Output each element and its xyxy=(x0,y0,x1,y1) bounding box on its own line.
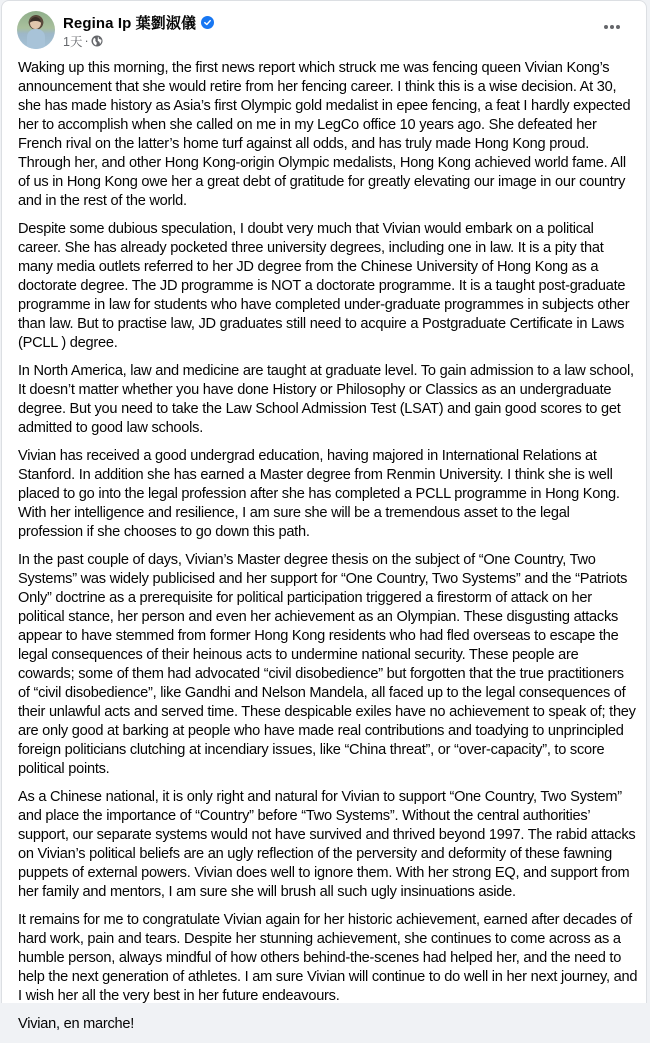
post-paragraph: As a Chinese national, it is only right and natural for Vivian to support “One Country, Two System” and place the importance of “Country” before “Two Systems”. Without the central authorities’ support, our separate systems would not have survived and thrived beyond 1997. The rabid attacks on Vivian’s political beliefs are an ugly reflection of the perversity and deformity of these fawning puppets of external powers. Vivian does well to ignore them. With her strong EQ, and support from her family and mentors, I am sure she will brush all such ugly insinuations aside. xyxy=(18,789,636,900)
meta-separator: · xyxy=(84,34,89,48)
author-avatar[interactable] xyxy=(17,11,55,49)
post-paragraph: Despite some dubious speculation, I doubt very much that Vivian would embark on a political career. She has already pocketed three university degrees, including one in law. It is a pity that many media outlets referred to her JD degree from the Chinese University of Hong Kong as a doctorate degree. The JD programme is NOT a doctorate programme. It is a taught post-graduate programme in law for students who have completed under-graduate programmes in subjects other than law. But to practise law, JD graduates still need to acquire a Postgraduate Certificate in Laws (PCLL ) degree. xyxy=(18,221,630,351)
more-options-button[interactable] xyxy=(598,17,626,37)
post-paragraph: Vivian, en marche! xyxy=(18,1016,135,1032)
avatar-figure-head xyxy=(30,17,41,29)
author-name[interactable]: Regina Ip 葉劉淑儀 xyxy=(63,15,197,32)
post-paragraph: It remains for me to congratulate Vivian again for her historic achievement, earned after decades of hard work, pain and tears. Despite her stunning achievement, she continues to come across as a humble person, always mindful of how others behind-the-scenes had helped her, and the need to help the next generation of athletes. I am sure Vivian will continue to do well in her next journey, and I wish her all the very best in her future endeavours. xyxy=(18,912,638,1004)
post-meta xyxy=(63,32,103,50)
more-horizontal-icon xyxy=(604,25,608,29)
globe-icon[interactable] xyxy=(91,35,103,47)
post-paragraph: In the past couple of days, Vivian’s Master degree thesis on the subject of “One Country, Two Systems” was widely publicised and her support for “One Country, Two Systems” and the “Patriots Only” doctrine as a prerequisite for political participation triggered a firestorm of attack on her political stance, her person and even her achievement as an Olympian. These disgusting attacks appear to have stemmed from former Hong Kong residents who had fled overseas to escape the legal consequences of their heinous acts to undermine national security. These people are cowards; some of them had advocated “civil disobedience” but forgotten that the true practitioners of “civil disobedience”, like Gandhi and Nelson Mandela, all faced up to the legal consequences of their unlawful acts and served time. These despicable exiles have no achievement to speak of; they are only good at barking at people who have made real contributions and toadying to unprincipled foreign politicians clutching at incendiary issues, like “China threat”, or “over-capacity”, to score political points. xyxy=(18,552,636,777)
post-card xyxy=(1,0,647,1032)
more-horizontal-icon-dot xyxy=(616,25,620,29)
post-timestamp[interactable]: 1天 xyxy=(63,35,83,49)
post-header xyxy=(2,1,646,53)
checkmark-icon xyxy=(203,18,212,27)
post-paragraph: In North America, law and medicine are taught at graduate level. To gain admission to a law school, It doesn’t matter whether you have done History or Philosophy or Classics as an undergraduate degree. But you need to take the Law School Admission Test (LSAT) and gain good scores to get admitted to good law schools. xyxy=(18,363,634,436)
post-body xyxy=(18,59,638,1043)
verified-badge-icon xyxy=(201,16,214,29)
more-horizontal-icon-dot xyxy=(610,25,614,29)
avatar-figure-body xyxy=(27,29,45,49)
post-paragraph: Waking up this morning, the first news report which struck me was fencing queen Vivian Kong’s announcement that she would retire from her fencing career. I think this is a wise decision. At 30, she has made history as Asia’s first Olympic gold medalist in epee fencing, a feat I hardly expected her to accomplish when she called on me in my LegCo office 10 years ago. She defeated her French rival on the latter’s home turf against all odds, and has truly made Hong Kong proud. Through her, and other Hong Kong-origin Olympic medalists, Hong Kong achieved world fame. All of us in Hong Kong owe her a great debt of gratitude for greatly elevating our image in our country and in the rest of the world. xyxy=(18,60,631,209)
author-line xyxy=(63,12,214,33)
post-paragraph: Vivian has received a good undergrad education, having majored in International Relations at Stanford. In addition she has earned a Master degree from Renmin University. I think she is well placed to go into the legal profession after she has completed a PCLL programme in Hong Kong. With her intelligence and resilience, I am sure she will be a tremendous asset to the legal profession if she chooses to go down this path. xyxy=(18,448,620,540)
